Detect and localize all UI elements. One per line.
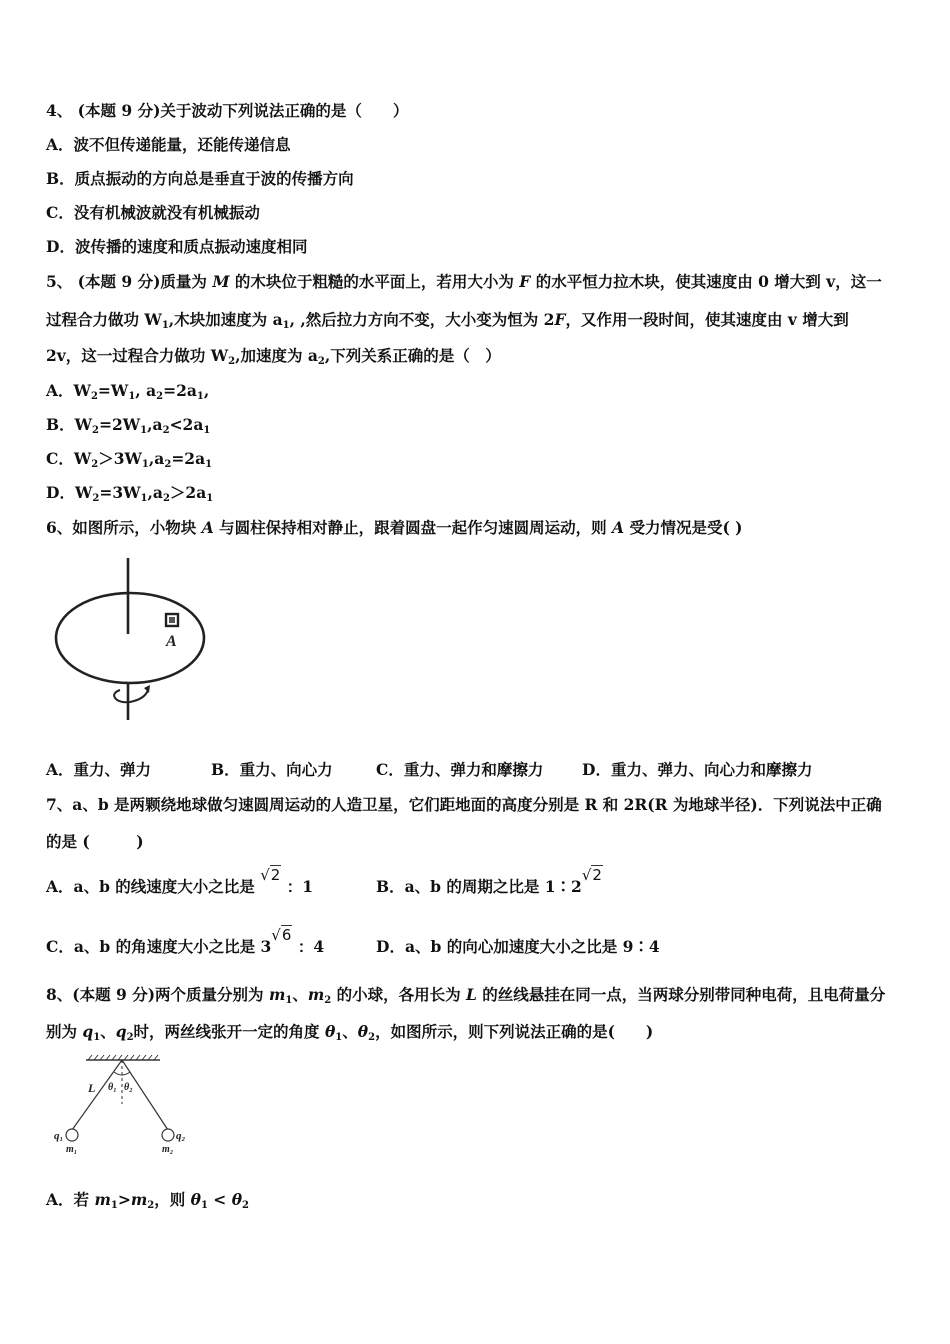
label-L: L xyxy=(88,1081,96,1095)
q5-option-c: C．$W_2>3W_1,a_2=2a_1$ xyxy=(46,449,213,470)
label-m2: m₂ xyxy=(162,1144,174,1155)
q7-stem-line2: 的是 ( ) xyxy=(46,832,144,851)
q6-option-c: C．重力、弹力和摩擦力 xyxy=(376,760,544,779)
q6-option-a: A．重力、弹力 xyxy=(46,760,152,779)
block-a-label: A xyxy=(166,633,177,650)
q6-option-d: D．重力、弹力、向心力和摩擦力 xyxy=(582,760,813,779)
string-right xyxy=(122,1060,168,1130)
q6-option-b: B．重力、向心力 xyxy=(211,760,333,779)
sqrt-symbol: √2 xyxy=(260,866,281,884)
q5-option-b: B．$W_2=2W_1,a_2<2a_1$ xyxy=(46,415,211,436)
q8-pendulum-figure xyxy=(50,1052,200,1157)
string-left xyxy=(72,1060,122,1130)
q5-stem-line3: 2v，这一过程合力做功 $W_2$,加速度为 $a_2$,下列关系正确的是（ ） xyxy=(46,346,501,367)
q8-stem-line1: 8、(本题 9 分)两个质量分别为 $m_1$、$m_2$ 的小球，各用长为 L 的丝线悬挂在同一点，当两球分别带同种电荷，且电荷量分 xyxy=(46,985,886,1006)
q4-option-a: A．波不但传递能量，还能传递信息 xyxy=(46,135,291,154)
q4-option-b: B．质点振动的方向总是垂直于波的传播方向 xyxy=(46,169,354,188)
q7-option-d: D．a、b 的向心加速度大小之比是 9∶4 xyxy=(376,937,660,956)
sqrt-symbol: √6 xyxy=(271,926,292,944)
q8-stem-line2: 别为 $q_1$、$q_2$时，两丝线张开一定的角度 $\theta_1$、$\theta_2$，如图所示，则下列说法正确的是( ) xyxy=(46,1022,654,1043)
q5-option-a: A．$W_2=W_1$, $a_2=2a_1$, xyxy=(46,381,210,402)
q7-option-a: A．a、b 的线速度大小之比是 √2 ：1 xyxy=(46,866,314,896)
label-theta1: θ₁ xyxy=(108,1082,117,1093)
q7-option-c: C．a、b 的角速度大小之比是 3√6 ：4 xyxy=(46,926,325,956)
ball-1 xyxy=(66,1129,78,1141)
sqrt-symbol: √2 xyxy=(581,866,602,884)
q5-option-d: D．$W_2=3W_1,a_2>2a_1$ xyxy=(46,483,214,504)
ball-2 xyxy=(162,1129,174,1141)
q4-option-d: D．波传播的速度和质点振动速度相同 xyxy=(46,237,308,256)
q7-stem-line1: 7、a、b 是两颗绕地球做匀速圆周运动的人造卫星，它们距地面的高度分别是 R 和 2R(R 为地球半径)．下列说法中正确 xyxy=(46,795,882,814)
q7-option-b: B．a、b 的周期之比是 1∶2√2 xyxy=(376,866,602,896)
q5-stem-line2: 过程合力做功 $W_1$,木块加速度为 $a_1$, ,然后拉力方向不变，大小变为恒为 2F，又作用一段时间，使其速度由 v 增大到 xyxy=(46,310,849,331)
rotation-arrow-icon xyxy=(114,690,148,702)
block-a-core xyxy=(169,617,175,623)
disk-ellipse xyxy=(56,593,204,683)
q4-option-c: C．没有机械波就没有机械振动 xyxy=(46,203,260,222)
q6-stem: 6、如图所示，小物块 A 与圆柱保持相对静止，跟着圆盘一起作匀速圆周运动，则 A 受力情况是受( ) xyxy=(46,518,743,537)
label-q2: q₂ xyxy=(176,1130,186,1142)
label-m1: m₁ xyxy=(66,1144,78,1155)
q4-stem: 4、 (本题 9 分)关于波动下列说法正确的是（ ） xyxy=(46,101,409,120)
q5-stem-line1: 5、 (本题 9 分)质量为 M 的木块位于粗糙的水平面上，若用大小为 F 的水平恒力拉木块，使其速度由 0 增大到 v，这一 xyxy=(46,272,882,291)
label-theta2: θ₂ xyxy=(124,1082,133,1093)
q6-rotating-disk-figure xyxy=(48,552,218,727)
label-q1: q₁ xyxy=(54,1130,64,1142)
q8-option-a: A．若 $m_1>m_2$，则 $\theta_1 < \theta_2$ xyxy=(46,1190,249,1211)
